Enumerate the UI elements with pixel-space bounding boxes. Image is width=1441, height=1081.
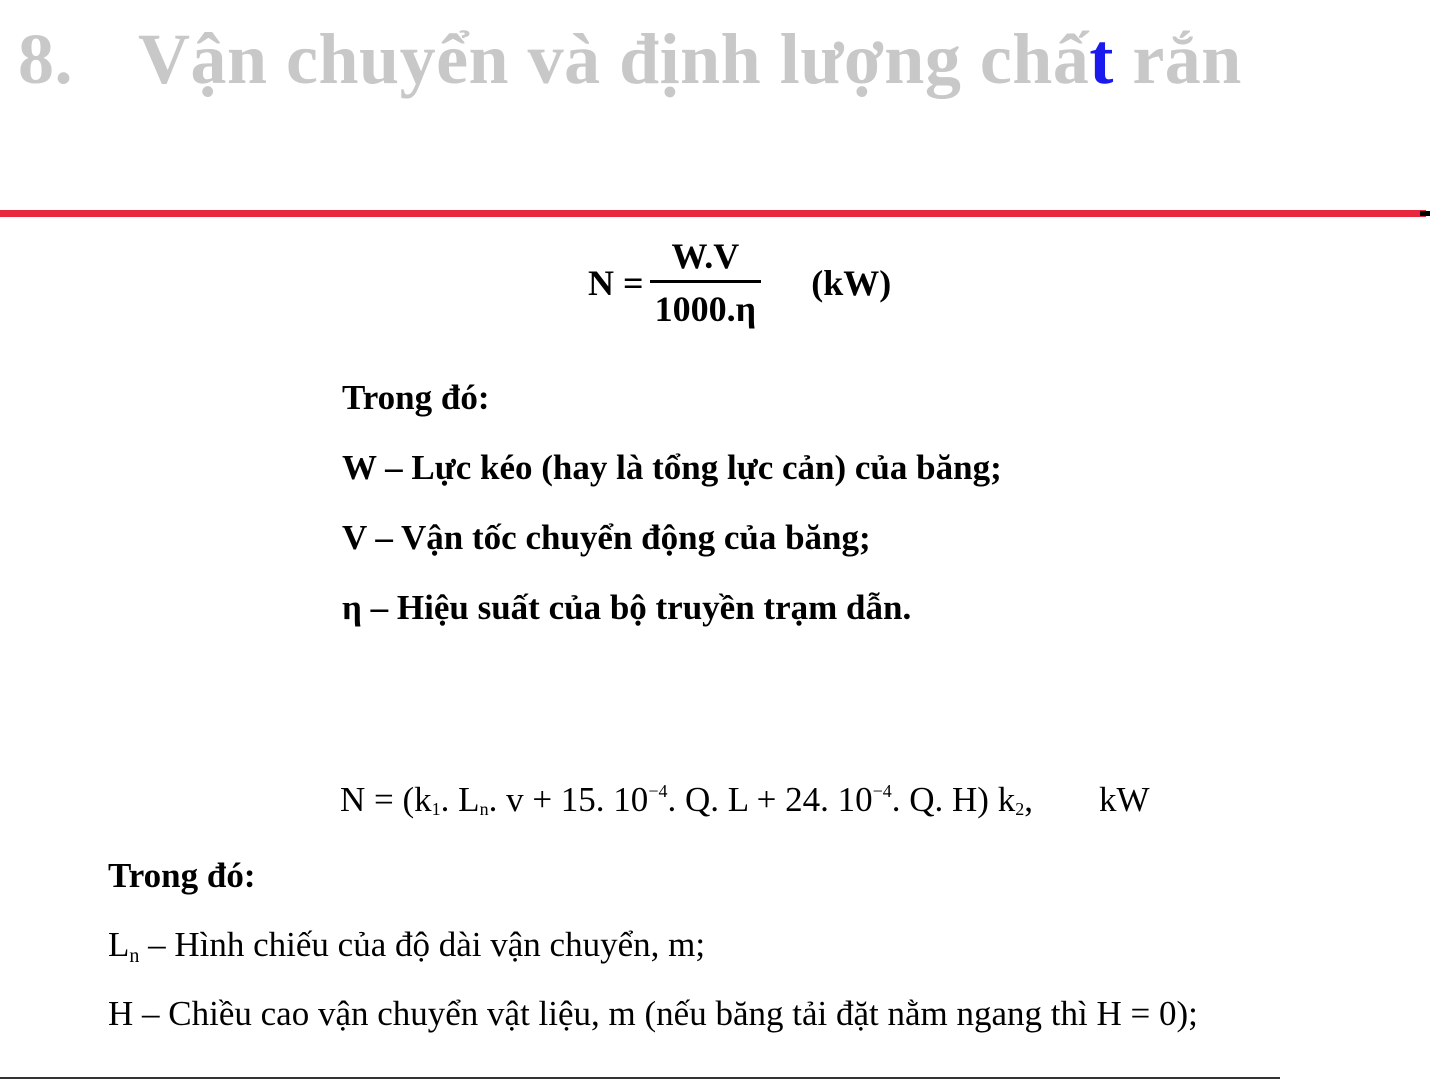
definitions-heading: Trong đó: — [342, 378, 490, 417]
formula-fraction — [650, 238, 762, 327]
slide-title — [18, 18, 1242, 101]
formula-part: . L — [440, 780, 480, 819]
divider-end-mark — [1420, 211, 1430, 216]
formula-part: N = (k — [340, 780, 432, 819]
definitions-heading-2: Trong đó: — [108, 856, 256, 895]
formula-subscript: 2 — [1015, 799, 1025, 819]
formula-exponent: −4 — [648, 781, 668, 801]
formula-part: , — [1024, 780, 1033, 819]
section-number: 8. — [18, 19, 73, 99]
bottom-rule — [0, 1077, 1280, 1079]
definition-item: W – Lực kéo (hay là tổng lực cản) của băng; — [342, 448, 1002, 487]
formula-unit-2: kW — [1098, 780, 1150, 819]
fraction-denominator: 1000.η — [654, 289, 757, 329]
power-formula — [588, 238, 891, 327]
formula-part: . Q. L + 24. 10 — [667, 780, 873, 819]
title-accent-letter: t — [1089, 19, 1114, 99]
definition-item: V – Vận tốc chuyển động của băng; — [342, 518, 871, 557]
definitions-list — [342, 378, 1002, 658]
formula-subscript: n — [479, 799, 489, 819]
ln-symbol: L — [108, 925, 130, 964]
ln-subscript: n — [129, 945, 140, 967]
definition-h: H – Chiều cao vận chuyển vật liệu, m (nếu băng tải đặt nằm ngang thì H = 0); — [108, 994, 1198, 1033]
title-text: Vận chuyển và định lượng chấ — [138, 19, 1090, 99]
formula-part: . v + 15. 10 — [488, 780, 649, 819]
formula-part: . Q. H) k — [891, 780, 1016, 819]
fraction-numerator: W.V — [650, 238, 762, 283]
formula-subscript: 1 — [431, 799, 441, 819]
definition-ln — [108, 925, 1198, 994]
title-text-end: rắn — [1113, 19, 1242, 99]
title-divider — [0, 210, 1426, 217]
ln-text: – Hình chiếu của độ dài vận chuyển, m; — [139, 925, 706, 964]
power-formula-2 — [340, 780, 1150, 820]
formula-exponent: −4 — [872, 781, 892, 801]
definitions-list-2 — [108, 856, 1198, 1063]
formula-unit: (kW) — [811, 262, 892, 303]
definition-item: η – Hiệu suất của bộ truyền trạm dẫn. — [342, 588, 912, 627]
formula-lhs: N = — [588, 262, 644, 303]
